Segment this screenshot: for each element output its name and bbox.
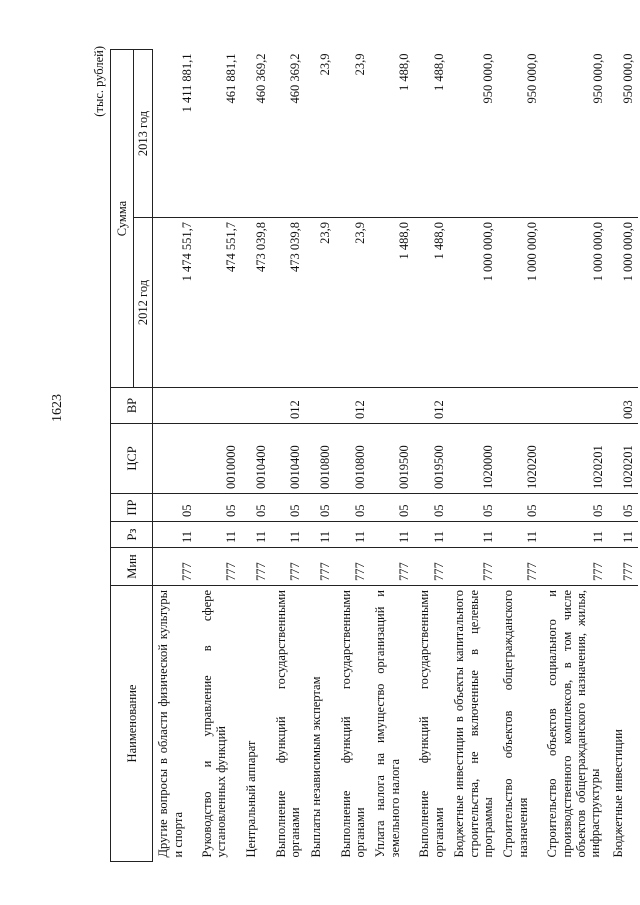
row-rz: 11 xyxy=(542,522,608,548)
row-rz: 11 xyxy=(449,522,498,548)
row-csr: 1020201 xyxy=(542,424,608,494)
row-min: 777 xyxy=(370,548,414,586)
table-row xyxy=(336,50,371,862)
table-row xyxy=(449,50,498,862)
row-min: 777 xyxy=(306,548,336,586)
table-body xyxy=(153,50,638,862)
row-rz: 11 xyxy=(153,522,197,548)
row-2013: 1 488,0 xyxy=(370,50,414,218)
row-rz: 11 xyxy=(241,522,271,548)
row-pr: 05 xyxy=(370,494,414,522)
row-pr: 05 xyxy=(336,494,371,522)
row-2012: 473 039,8 xyxy=(241,218,271,388)
row-csr: 0010000 xyxy=(197,424,241,494)
row-name: Строительство объектов социального и производственного комплексов, в том числе объектов общегражданского назначения, жилья, инфраструктуры xyxy=(545,590,603,858)
row-2013: 23,9 xyxy=(336,50,371,218)
row-2012: 1 488,0 xyxy=(414,218,449,388)
row-2013: 950 000,0 xyxy=(498,50,542,218)
row-csr: 0010400 xyxy=(241,424,271,494)
row-vr xyxy=(241,388,271,424)
table-row xyxy=(542,50,608,862)
row-name: Бюджетные инвестиции в объекты капитального строительства, не включенные в целевые программы xyxy=(452,590,495,858)
row-2013: 950 000,0 xyxy=(542,50,608,218)
row-csr: 0010800 xyxy=(306,424,336,494)
row-pr: 05 xyxy=(414,494,449,522)
row-name: Другие вопросы в области физической культуры и спорта xyxy=(156,590,185,858)
row-csr: 1020200 xyxy=(498,424,542,494)
row-2012: 1 474 551,7 xyxy=(153,218,197,388)
row-2012: 1 000 000,0 xyxy=(498,218,542,388)
row-pr: 05 xyxy=(608,494,638,522)
table-row xyxy=(498,50,542,862)
row-rz: 11 xyxy=(498,522,542,548)
budget-table xyxy=(110,49,638,862)
row-csr: 1020000 xyxy=(449,424,498,494)
page-number: 1623 xyxy=(50,394,65,422)
row-name: Бюджетные инвестиции xyxy=(611,729,626,858)
row-pr: 05 xyxy=(306,494,336,522)
row-csr: 0019500 xyxy=(370,424,414,494)
row-2013: 460 369,2 xyxy=(241,50,271,218)
row-name: Выплаты независимым экспертам xyxy=(308,676,323,858)
row-vr xyxy=(153,388,197,424)
row-name: Выполнение функций государственными органами xyxy=(273,590,303,858)
row-rz: 11 xyxy=(306,522,336,548)
row-vr: 003 xyxy=(608,388,638,424)
row-2012: 1 000 000,0 xyxy=(542,218,608,388)
row-pr: 05 xyxy=(271,494,306,522)
header-2012: 2012 год xyxy=(134,218,153,388)
row-vr: 012 xyxy=(271,388,306,424)
row-2012: 1 000 000,0 xyxy=(608,218,638,388)
row-name: Выполнение функций государственными органами xyxy=(417,590,446,858)
row-rz: 11 xyxy=(271,522,306,548)
row-vr xyxy=(370,388,414,424)
header-2013: 2013 год xyxy=(134,50,153,218)
row-min: 777 xyxy=(197,548,241,586)
row-vr: 012 xyxy=(336,388,371,424)
row-min: 777 xyxy=(153,548,197,586)
row-2013: 1 411 881,1 xyxy=(153,50,197,218)
row-min: 777 xyxy=(414,548,449,586)
row-name: Выполнение функций государственными органами xyxy=(338,590,367,858)
row-2013: 950 000,0 xyxy=(608,50,638,218)
row-csr: 0010400 xyxy=(271,424,306,494)
row-2013: 950 000,0 xyxy=(449,50,498,218)
row-2013: 23,9 xyxy=(306,50,336,218)
table-row xyxy=(608,50,638,862)
row-rz: 11 xyxy=(336,522,371,548)
row-pr: 05 xyxy=(498,494,542,522)
row-rz: 11 xyxy=(370,522,414,548)
row-2012: 474 551,7 xyxy=(197,218,241,388)
table-row xyxy=(241,50,271,862)
table-row xyxy=(414,50,449,862)
table-row xyxy=(197,50,241,862)
row-pr: 05 xyxy=(241,494,271,522)
row-pr: 05 xyxy=(542,494,608,522)
row-2012: 473 039,8 xyxy=(271,218,306,388)
row-csr: 0010800 xyxy=(336,424,371,494)
table-row xyxy=(271,50,306,862)
row-pr: 05 xyxy=(197,494,241,522)
row-vr xyxy=(197,388,241,424)
row-2012: 1 488,0 xyxy=(370,218,414,388)
row-rz: 11 xyxy=(197,522,241,548)
row-vr xyxy=(542,388,608,424)
row-rz: 11 xyxy=(414,522,449,548)
table-row xyxy=(370,50,414,862)
row-name: Центральный аппарат xyxy=(243,740,258,858)
row-2013: 1 488,0 xyxy=(414,50,449,218)
header-rz: Рз xyxy=(111,522,153,548)
row-2013: 460 369,2 xyxy=(271,50,306,218)
row-vr: 012 xyxy=(414,388,449,424)
row-min: 777 xyxy=(542,548,608,586)
row-csr: 1020201 xyxy=(608,424,638,494)
row-csr: 0019500 xyxy=(414,424,449,494)
row-name: Строительство объектов общегражданского назначения xyxy=(501,590,530,858)
row-min: 777 xyxy=(608,548,638,586)
row-name: Уплата налога на имущество организаций и земельного налога xyxy=(373,590,402,858)
units-label: (тыс. рублей) xyxy=(92,46,106,117)
header-csr: ЦСР xyxy=(111,424,153,494)
row-pr: 05 xyxy=(153,494,197,522)
row-vr xyxy=(498,388,542,424)
row-min: 777 xyxy=(449,548,498,586)
row-rz: 11 xyxy=(608,522,638,548)
row-min: 777 xyxy=(241,548,271,586)
header-name: Наименование xyxy=(111,586,153,862)
header-vr: ВР xyxy=(111,388,153,424)
row-min: 777 xyxy=(271,548,306,586)
row-name: Руководство и управление в сфере установленных функций xyxy=(199,590,229,858)
row-vr xyxy=(449,388,498,424)
row-2012: 1 000 000,0 xyxy=(449,218,498,388)
row-vr xyxy=(306,388,336,424)
row-2013: 461 881,1 xyxy=(197,50,241,218)
header-pr: ПР xyxy=(111,494,153,522)
header-min: Мин xyxy=(111,548,153,586)
rotated-table-container xyxy=(92,42,635,862)
row-min: 777 xyxy=(498,548,542,586)
row-csr xyxy=(153,424,197,494)
row-2012: 23,9 xyxy=(336,218,371,388)
table-row xyxy=(153,50,197,862)
row-min: 777 xyxy=(336,548,371,586)
row-pr: 05 xyxy=(449,494,498,522)
table-row xyxy=(306,50,336,862)
header-sum: Сумма xyxy=(111,50,134,388)
row-2012: 23,9 xyxy=(306,218,336,388)
